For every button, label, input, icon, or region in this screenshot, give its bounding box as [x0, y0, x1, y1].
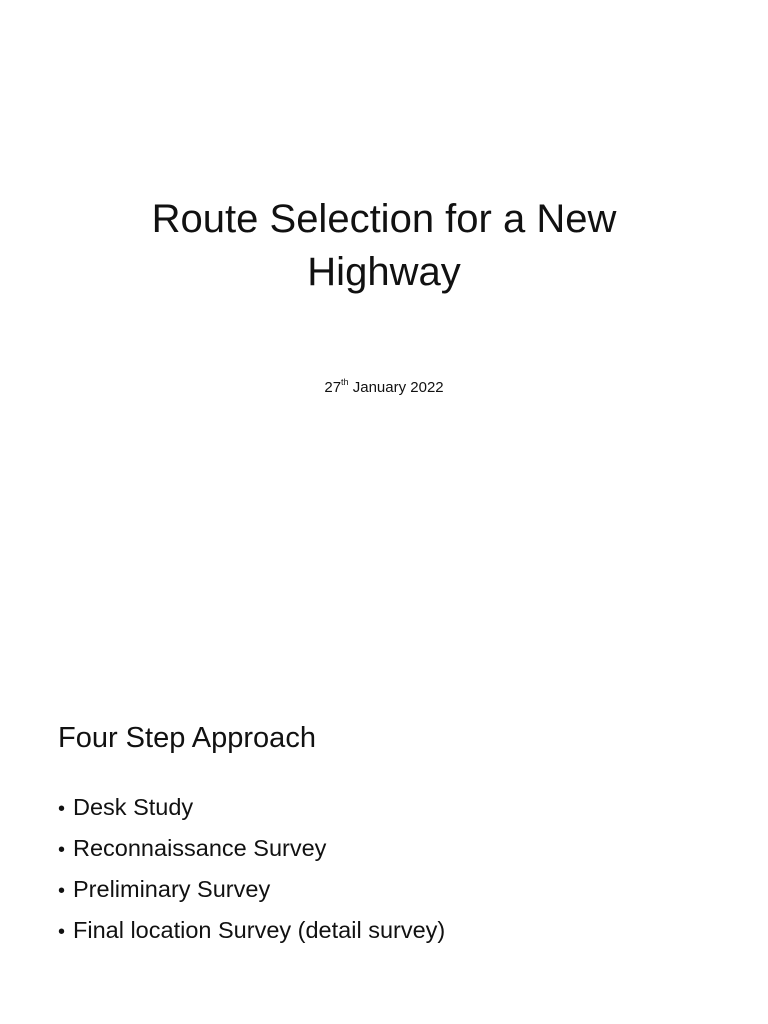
bullet-icon: • — [58, 921, 66, 943]
slide-heading: Four Step Approach — [58, 722, 316, 754]
bullet-item-final-location-survey — [58, 911, 445, 952]
bullet-icon: • — [58, 880, 66, 902]
bullet-text: Final location Survey (detail survey) — [73, 917, 446, 943]
slide-title-line-2: Highway — [307, 250, 461, 294]
date-day: 27 — [324, 379, 342, 396]
bullet-item-reconnaissance-survey — [58, 829, 445, 870]
slide-title-line-1: Route Selection for a New — [151, 197, 617, 241]
bullet-item-desk-study — [58, 788, 445, 829]
bullet-item-preliminary-survey — [58, 870, 445, 911]
slide-date — [0, 378, 768, 398]
bullet-text: Preliminary Survey — [73, 876, 271, 902]
slide-title — [0, 193, 768, 299]
date-ordinal-suffix: th — [341, 377, 349, 387]
bullet-icon: • — [58, 798, 66, 820]
date-month-year: January 2022 — [348, 379, 444, 396]
bullet-icon: • — [58, 839, 66, 861]
bullet-list — [58, 788, 445, 952]
content-slide — [0, 512, 768, 1024]
bullet-text: Reconnaissance Survey — [73, 835, 327, 861]
bullet-text: Desk Study — [73, 794, 194, 820]
